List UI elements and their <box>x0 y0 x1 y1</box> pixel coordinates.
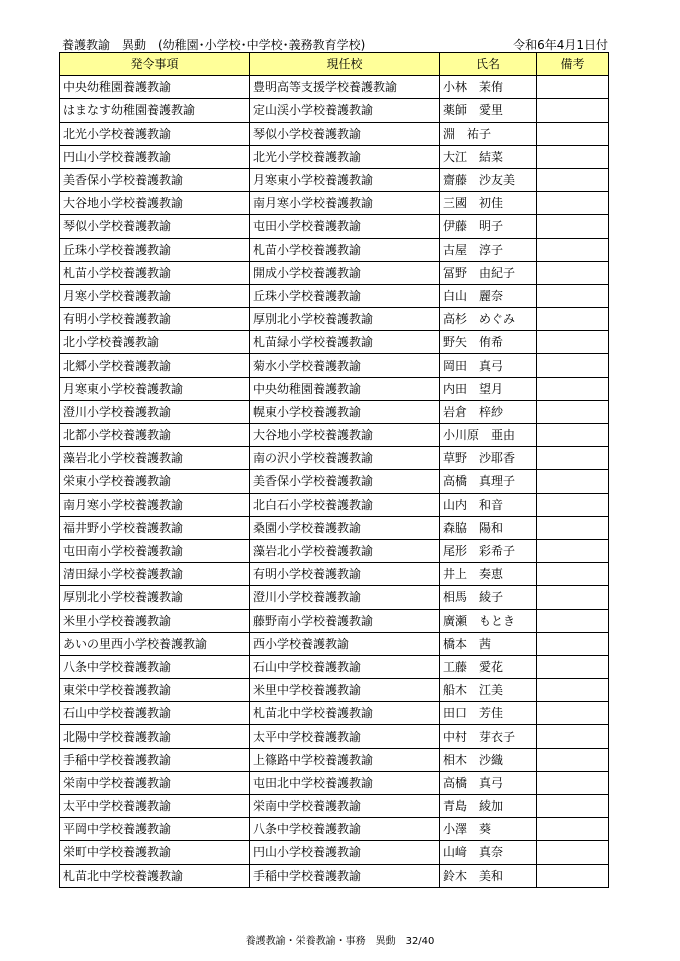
cell-current-school: 丘珠小学校養護教諭 <box>250 284 440 307</box>
cell-order: はまなす幼稚園養護教諭 <box>60 99 250 122</box>
cell-teacher-name: 小澤 葵 <box>440 818 537 841</box>
cell-teacher-name: 船木 江美 <box>440 679 537 702</box>
cell-order: 澄川小学校養護教諭 <box>60 400 250 423</box>
table-row <box>60 539 609 562</box>
cell-order: 月寒小学校養護教諭 <box>60 284 250 307</box>
cell-teacher-name: 淵 祐子 <box>440 122 537 145</box>
cell-teacher-name: 鈴木 美和 <box>440 864 537 887</box>
document-title: 養護教諭 異動 (幼稚園･小学校･中学校･義務教育学校) <box>62 38 366 52</box>
page-footer: 養護教諭・栄養教諭・事務 異動 32/40 <box>245 936 435 947</box>
cell-current-school: 美香保小学校養護教諭 <box>250 470 440 493</box>
cell-current-school: 定山渓小学校養護教諭 <box>250 99 440 122</box>
cell-order: 八条中学校養護教諭 <box>60 655 250 678</box>
cell-teacher-name: 森脇 陽和 <box>440 516 537 539</box>
cell-teacher-name: 野矢 侑希 <box>440 331 537 354</box>
cell-order: 屯田南小学校養護教諭 <box>60 539 250 562</box>
table-row <box>60 609 609 632</box>
cell-current-school: 北白石小学校養護教諭 <box>250 493 440 516</box>
cell-current-school: 南の沢小学校養護教諭 <box>250 447 440 470</box>
cell-notes <box>537 424 609 447</box>
cell-teacher-name: 大江 結菜 <box>440 145 537 168</box>
table-row <box>60 238 609 261</box>
cell-notes <box>537 795 609 818</box>
cell-order: 栄町中学校養護教諭 <box>60 841 250 864</box>
cell-order: 清田緑小学校養護教諭 <box>60 563 250 586</box>
cell-teacher-name: 岩倉 梓紗 <box>440 400 537 423</box>
cell-teacher-name: 白山 麗奈 <box>440 284 537 307</box>
cell-current-school: 札苗北中学校養護教諭 <box>250 702 440 725</box>
personnel-table <box>59 52 609 888</box>
cell-order: 大谷地小学校養護教諭 <box>60 192 250 215</box>
cell-order: 手稲中学校養護教諭 <box>60 748 250 771</box>
table-row <box>60 377 609 400</box>
cell-teacher-name: 山内 和音 <box>440 493 537 516</box>
table-row <box>60 99 609 122</box>
cell-notes <box>537 609 609 632</box>
cell-notes <box>537 261 609 284</box>
table-row <box>60 655 609 678</box>
cell-notes <box>537 168 609 191</box>
cell-order: 円山小学校養護教諭 <box>60 145 250 168</box>
table-row <box>60 215 609 238</box>
cell-teacher-name: 冨野 由紀子 <box>440 261 537 284</box>
cell-order: 平岡中学校養護教諭 <box>60 818 250 841</box>
cell-order: 南月寒小学校養護教諭 <box>60 493 250 516</box>
cell-notes <box>537 308 609 331</box>
table-row <box>60 679 609 702</box>
table-row <box>60 168 609 191</box>
column-header-name: 氏名 <box>440 53 537 76</box>
cell-notes <box>537 748 609 771</box>
cell-teacher-name: 伊藤 明子 <box>440 215 537 238</box>
cell-notes <box>537 771 609 794</box>
cell-notes <box>537 377 609 400</box>
table-row <box>60 122 609 145</box>
cell-teacher-name: 橋本 茜 <box>440 632 537 655</box>
cell-current-school: 太平中学校養護教諭 <box>250 725 440 748</box>
cell-teacher-name: 齋藤 沙友美 <box>440 168 537 191</box>
table-row <box>60 424 609 447</box>
effective-date: 令和6年4月1日付 <box>513 38 608 52</box>
table-row <box>60 748 609 771</box>
cell-current-school: 月寒東小学校養護教諭 <box>250 168 440 191</box>
cell-current-school: 西小学校養護教諭 <box>250 632 440 655</box>
cell-current-school: 豊明高等支援学校養護教諭 <box>250 76 440 99</box>
cell-teacher-name: 三國 初佳 <box>440 192 537 215</box>
table-row <box>60 725 609 748</box>
cell-notes <box>537 192 609 215</box>
table-row <box>60 493 609 516</box>
cell-notes <box>537 563 609 586</box>
cell-order: 太平中学校養護教諭 <box>60 795 250 818</box>
cell-teacher-name: 薬師 愛里 <box>440 99 537 122</box>
column-header-order: 発令事項 <box>60 53 250 76</box>
cell-notes <box>537 331 609 354</box>
cell-teacher-name: 高橋 真理子 <box>440 470 537 493</box>
cell-order: 東栄中学校養護教諭 <box>60 679 250 702</box>
cell-notes <box>537 400 609 423</box>
column-header-current: 現任校 <box>250 53 440 76</box>
table-row <box>60 76 609 99</box>
cell-current-school: 幌東小学校養護教諭 <box>250 400 440 423</box>
cell-notes <box>537 864 609 887</box>
cell-current-school: 琴似小学校養護教諭 <box>250 122 440 145</box>
cell-order: あいの里西小学校養護教諭 <box>60 632 250 655</box>
cell-notes <box>537 447 609 470</box>
cell-teacher-name: 高杉 めぐみ <box>440 308 537 331</box>
cell-teacher-name: 小林 茉侑 <box>440 76 537 99</box>
cell-notes <box>537 122 609 145</box>
cell-order: 栄南中学校養護教諭 <box>60 771 250 794</box>
cell-notes <box>537 493 609 516</box>
cell-current-school: 開成小学校養護教諭 <box>250 261 440 284</box>
cell-notes <box>537 215 609 238</box>
cell-current-school: 手稲中学校養護教諭 <box>250 864 440 887</box>
cell-current-school: 藤野南小学校養護教諭 <box>250 609 440 632</box>
table-row <box>60 447 609 470</box>
table-row <box>60 702 609 725</box>
cell-teacher-name: 草野 沙耶香 <box>440 447 537 470</box>
cell-teacher-name: 相木 沙織 <box>440 748 537 771</box>
column-header-notes: 備考 <box>537 53 609 76</box>
cell-order: 中央幼稚園養護教諭 <box>60 76 250 99</box>
table-header-row <box>60 53 609 76</box>
cell-current-school: 八条中学校養護教諭 <box>250 818 440 841</box>
table-row <box>60 331 609 354</box>
cell-notes <box>537 632 609 655</box>
cell-current-school: 中央幼稚園養護教諭 <box>250 377 440 400</box>
cell-order: 北光小学校養護教諭 <box>60 122 250 145</box>
cell-order: 札苗小学校養護教諭 <box>60 261 250 284</box>
table-row <box>60 192 609 215</box>
cell-current-school: 澄川小学校養護教諭 <box>250 586 440 609</box>
cell-teacher-name: 相馬 綾子 <box>440 586 537 609</box>
cell-current-school: 厚別北小学校養護教諭 <box>250 308 440 331</box>
table-row <box>60 470 609 493</box>
cell-current-school: 石山中学校養護教諭 <box>250 655 440 678</box>
cell-current-school: 上篠路中学校養護教諭 <box>250 748 440 771</box>
cell-teacher-name: 工藤 愛花 <box>440 655 537 678</box>
table-row <box>60 284 609 307</box>
cell-order: 石山中学校養護教諭 <box>60 702 250 725</box>
table-row <box>60 632 609 655</box>
cell-teacher-name: 山﨑 真奈 <box>440 841 537 864</box>
cell-order: 北都小学校養護教諭 <box>60 424 250 447</box>
cell-teacher-name: 青島 綾加 <box>440 795 537 818</box>
cell-order: 美香保小学校養護教諭 <box>60 168 250 191</box>
cell-notes <box>537 76 609 99</box>
cell-order: 米里小学校養護教諭 <box>60 609 250 632</box>
cell-current-school: 米里中学校養護教諭 <box>250 679 440 702</box>
cell-current-school: 有明小学校養護教諭 <box>250 563 440 586</box>
cell-order: 北郷小学校養護教諭 <box>60 354 250 377</box>
cell-teacher-name: 岡田 真弓 <box>440 354 537 377</box>
table-row <box>60 586 609 609</box>
table-row <box>60 308 609 331</box>
table-row <box>60 563 609 586</box>
cell-current-school: 桑園小学校養護教諭 <box>250 516 440 539</box>
cell-teacher-name: 廣瀬 もとき <box>440 609 537 632</box>
cell-notes <box>537 284 609 307</box>
cell-notes <box>537 841 609 864</box>
cell-order: 有明小学校養護教諭 <box>60 308 250 331</box>
cell-order: 北小学校養護教諭 <box>60 331 250 354</box>
cell-order: 福井野小学校養護教諭 <box>60 516 250 539</box>
cell-order: 北陽中学校養護教諭 <box>60 725 250 748</box>
cell-order: 琴似小学校養護教諭 <box>60 215 250 238</box>
cell-current-school: 屯田北中学校養護教諭 <box>250 771 440 794</box>
cell-notes <box>537 99 609 122</box>
cell-current-school: 栄南中学校養護教諭 <box>250 795 440 818</box>
cell-teacher-name: 尾形 彩希子 <box>440 539 537 562</box>
cell-teacher-name: 田口 芳佳 <box>440 702 537 725</box>
cell-teacher-name: 古屋 淳子 <box>440 238 537 261</box>
cell-current-school: 札苗緑小学校養護教諭 <box>250 331 440 354</box>
cell-notes <box>537 354 609 377</box>
cell-teacher-name: 中村 芽衣子 <box>440 725 537 748</box>
cell-teacher-name: 高橋 真弓 <box>440 771 537 794</box>
cell-current-school: 北光小学校養護教諭 <box>250 145 440 168</box>
table-row <box>60 864 609 887</box>
cell-notes <box>537 702 609 725</box>
table-row <box>60 795 609 818</box>
cell-notes <box>537 818 609 841</box>
cell-order: 厚別北小学校養護教諭 <box>60 586 250 609</box>
cell-current-school: 円山小学校養護教諭 <box>250 841 440 864</box>
cell-notes <box>537 655 609 678</box>
table-row <box>60 516 609 539</box>
cell-notes <box>537 516 609 539</box>
cell-current-school: 札苗小学校養護教諭 <box>250 238 440 261</box>
cell-current-school: 菊水小学校養護教諭 <box>250 354 440 377</box>
cell-notes <box>537 679 609 702</box>
cell-order: 丘珠小学校養護教諭 <box>60 238 250 261</box>
cell-notes <box>537 539 609 562</box>
cell-order: 藻岩北小学校養護教諭 <box>60 447 250 470</box>
table-row <box>60 818 609 841</box>
cell-teacher-name: 井上 奏恵 <box>440 563 537 586</box>
cell-order: 月寒東小学校養護教諭 <box>60 377 250 400</box>
cell-notes <box>537 470 609 493</box>
table-body <box>60 76 609 888</box>
cell-notes <box>537 145 609 168</box>
cell-notes <box>537 586 609 609</box>
cell-current-school: 大谷地小学校養護教諭 <box>250 424 440 447</box>
cell-teacher-name: 小川原 亜由 <box>440 424 537 447</box>
cell-current-school: 南月寒小学校養護教諭 <box>250 192 440 215</box>
table-row <box>60 261 609 284</box>
table-row <box>60 771 609 794</box>
cell-current-school: 屯田小学校養護教諭 <box>250 215 440 238</box>
cell-notes <box>537 238 609 261</box>
cell-order: 札苗北中学校養護教諭 <box>60 864 250 887</box>
table-row <box>60 354 609 377</box>
table-row <box>60 841 609 864</box>
cell-order: 栄東小学校養護教諭 <box>60 470 250 493</box>
cell-notes <box>537 725 609 748</box>
table-row <box>60 145 609 168</box>
table-row <box>60 400 609 423</box>
cell-teacher-name: 内田 望月 <box>440 377 537 400</box>
cell-current-school: 藻岩北小学校養護教諭 <box>250 539 440 562</box>
